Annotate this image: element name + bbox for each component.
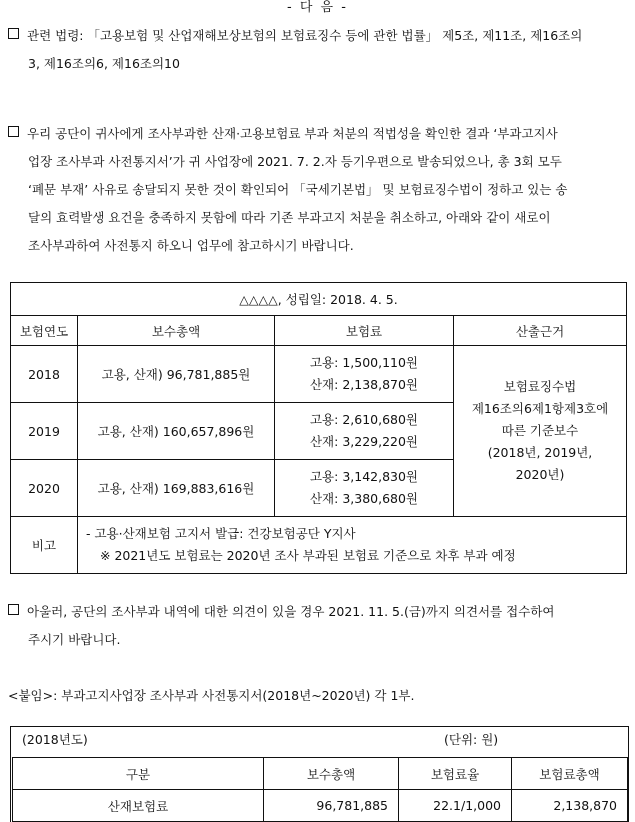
basis-line: 제16조의6제1항제3호에 <box>471 401 609 416</box>
remarks-line: ※ 2021년도 보험료는 2020년 조사 부과된 보험료 기준으로 차후 부과 예정 <box>100 548 516 563</box>
wage-cell: 고용, 산재) 160,657,896원 <box>78 403 275 460</box>
remarks-label: 비고 <box>11 517 78 574</box>
header-premium: 보험료 <box>275 316 454 346</box>
basis-line: 2020년) <box>515 467 565 482</box>
opinion-paragraph <box>8 598 630 654</box>
notice-line: 우리 공단이 귀사에게 조사부과한 산재·고용보험료 부과 처분의 적법성을 확인한 결과 ‘부과고지사 <box>27 126 558 141</box>
opinion-line-1: 아울러, 공단의 조사부과 내역에 대한 의견이 있을 경우 2021. 11. 5.(금)까지 의견서를 접수하여 <box>27 604 555 619</box>
detail-header-row <box>13 758 628 790</box>
header-wage-total: 보수총액 <box>78 316 275 346</box>
header-rate: 보험료율 <box>399 758 512 790</box>
table-row <box>13 790 628 822</box>
remarks-cell <box>78 517 627 574</box>
notice-line: 업장 조사부과 사전통지서’가 귀 사업장에 2021. 7. 2.자 등기우편으로 발송되었으나, 총 3회 모두 <box>28 154 562 169</box>
basis-line: (2018년, 2019년, <box>487 445 593 460</box>
basis-cell <box>454 346 627 517</box>
unit-label: (단위: 원) <box>444 732 499 747</box>
section-heading: - 다 음 - <box>287 0 348 15</box>
header-wage-total: 보수총액 <box>264 758 399 790</box>
detail-table <box>12 757 628 822</box>
industrial-premium: 산재: 3,229,220원 <box>309 434 419 449</box>
notice-line: 달의 효력발생 요건을 충족하지 못함에 따라 기존 부과고지 처분을 취소하고, 아래와 같이 새로이 <box>28 210 551 225</box>
industrial-premium: 산재: 2,138,870원 <box>309 377 419 392</box>
checkbox-bullet-icon <box>8 604 19 615</box>
notice-paragraph <box>8 120 630 260</box>
checkbox-bullet-icon <box>8 28 19 39</box>
header-category: 구분 <box>13 758 264 790</box>
notice-line: 조사부과하여 사전통지 하오니 업무에 참고하시기 바랍니다. <box>28 238 354 253</box>
premium-cell <box>275 346 454 403</box>
category-cell: 산재보험료 <box>13 790 264 822</box>
employment-premium: 고용: 1,500,110원 <box>309 355 419 370</box>
remarks-row <box>11 517 627 574</box>
year-cell: 2020 <box>11 460 78 517</box>
rate-cell: 22.1/1,000 <box>399 790 512 822</box>
premium-cell <box>275 403 454 460</box>
employment-premium: 고용: 2,610,680원 <box>309 412 419 427</box>
year-cell: 2019 <box>11 403 78 460</box>
law-reference-paragraph <box>8 22 630 78</box>
company-establishment-title: △△△△, 성립일: 2018. 4. 5. <box>11 283 627 316</box>
law-line-2: 3, 제16조의6, 제16조의10 <box>28 56 180 71</box>
wage-total-cell: 96,781,885 <box>264 790 399 822</box>
wage-cell: 고용, 산재) 96,781,885원 <box>78 346 275 403</box>
table-row <box>11 346 627 403</box>
wage-cell: 고용, 산재) 169,883,616원 <box>78 460 275 517</box>
basis-line: 따른 기준보수 <box>501 423 579 438</box>
checkbox-bullet-icon <box>8 126 19 137</box>
premium-cell <box>275 460 454 517</box>
notice-line: ‘폐문 부재’ 사유로 송달되지 못한 것이 확인되어 「국세기본법」 및 보험료징수법이 정하고 있는 송 <box>28 182 568 197</box>
premium-total-cell: 2,138,870 <box>512 790 628 822</box>
header-premium-total: 보험료총액 <box>512 758 628 790</box>
employment-premium: 고용: 3,142,830원 <box>309 469 419 484</box>
law-line-1: 관련 법령: 「고용보험 및 산업재해보상보험의 보험료징수 등에 관한 법률」 제5조, 제11조, 제16조의 <box>27 28 583 43</box>
remarks-line: - 고용·산재보험 고지서 발급: 건강보험공단 Y지사 <box>86 526 356 541</box>
industrial-premium: 산재: 3,380,680원 <box>309 491 419 506</box>
opinion-line-2: 주시기 바랍니다. <box>28 632 121 647</box>
basis-line: 보험료징수법 <box>503 379 577 394</box>
header-basis: 산출근거 <box>454 316 627 346</box>
year-cell: 2018 <box>11 346 78 403</box>
header-insurance-year: 보험연도 <box>11 316 78 346</box>
detail-year-label: (2018년도) <box>22 732 88 747</box>
premium-table <box>10 282 627 574</box>
attachment-line: <붙임>: 부과고지사업장 조사부과 사전통지서(2018년~2020년) 각 1부. <box>8 688 415 703</box>
